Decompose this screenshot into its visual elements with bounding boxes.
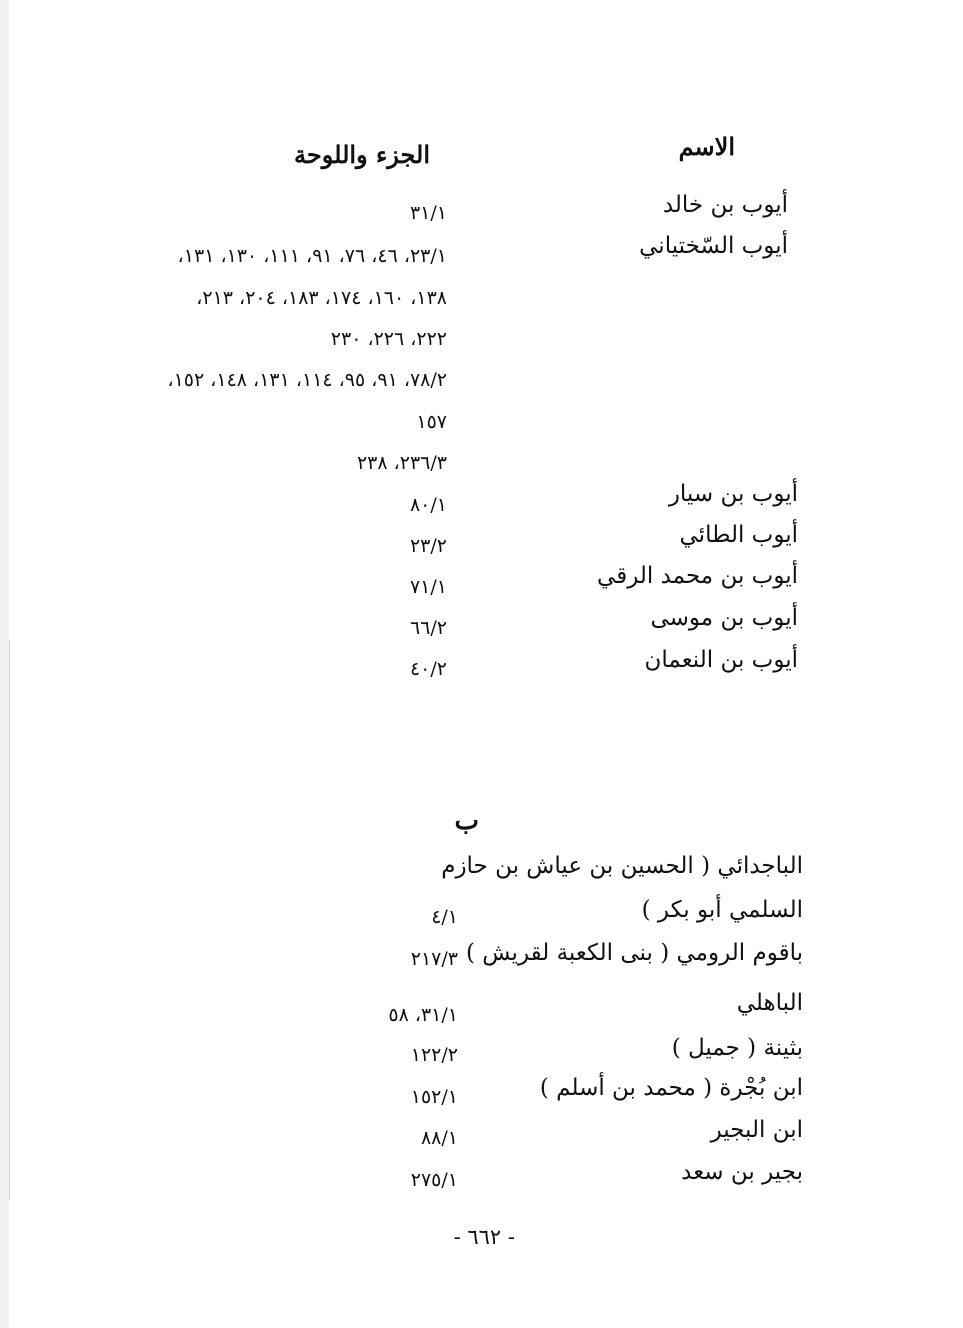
entry-name: السلمي أبو بكر ) [641,897,803,923]
entry-ref: ١٣٨، ١٦٠، ١٧٤، ١٨٣، ٢٠٤، ٢١٣، [196,287,447,309]
scan-edge [0,0,9,1328]
entry-name: بجير بن سعد [681,1159,803,1185]
entry-ref: ٢٣٦/٣، ٢٣٨ [356,452,447,474]
entry-name: أيوب بن سيار [668,481,798,507]
entry-ref: ٤/١ [431,906,458,928]
entry-ref: ٢١٧/٣ [410,948,458,970]
entry-name: باقوم الرومي ( بنى الكعبة لقريش ) [465,940,803,966]
entry-ref: ٤٠/٢ [409,658,447,680]
entry-name: أيوب بن موسى [650,605,798,631]
entry-ref: ٨٨/١ [420,1127,458,1149]
entry-name: ابن البجير [710,1117,803,1143]
entry-name: الباجدائي ( الحسين بن عياش بن حازم [441,853,803,879]
entry-ref: ٢٢٢، ٢٢٦، ٢٣٠ [330,328,447,350]
entry-name: بثينة ( جميل ) [671,1035,803,1061]
entry-ref: ٧١/١ [409,576,447,598]
section-letter: ب [454,806,479,836]
page-number: - ٦٦٢ - [453,1225,515,1249]
entry-ref: ٢٣/٢ [409,535,447,557]
entry-ref: ٣١/١، ٥٨ [388,1004,458,1026]
entry-name: ابن بُجْرة ( محمد بن أسلم ) [539,1075,803,1101]
entry-ref: ٢٣/١، ٤٦، ٧٦، ٩١، ١١١، ١٣٠، ١٣١، [177,245,447,267]
entry-name: أيوب السّختياني [639,233,788,259]
entry-name: أيوب بن خالد [662,192,788,218]
entry-ref: ٧٨/٢، ٩١، ٩٥، ١١٤، ١٣١، ١٤٨، ١٥٢، [167,369,447,391]
ref-column-header: الجزء واللوحة [294,140,430,169]
entry-ref: ٢٧٥/١ [410,1169,458,1191]
name-column-header: الاسم [678,132,735,161]
entry-name: أيوب بن محمد الرقي [597,563,798,589]
entry-name: أيوب بن النعمان [644,647,798,673]
scan-edge-line [9,640,10,1200]
entry-ref: ١٥٧ [416,411,447,433]
entry-ref: ٨٠/١ [409,494,447,516]
entry-ref: ٣١/١ [409,202,447,224]
entry-ref: ١٢٢/٢ [410,1044,458,1066]
entry-name: الباهلي [736,990,803,1016]
entry-ref: ١٥٢/١ [410,1086,458,1108]
entry-ref: ٦٦/٢ [409,617,447,639]
entry-name: أيوب الطائي [679,522,798,548]
